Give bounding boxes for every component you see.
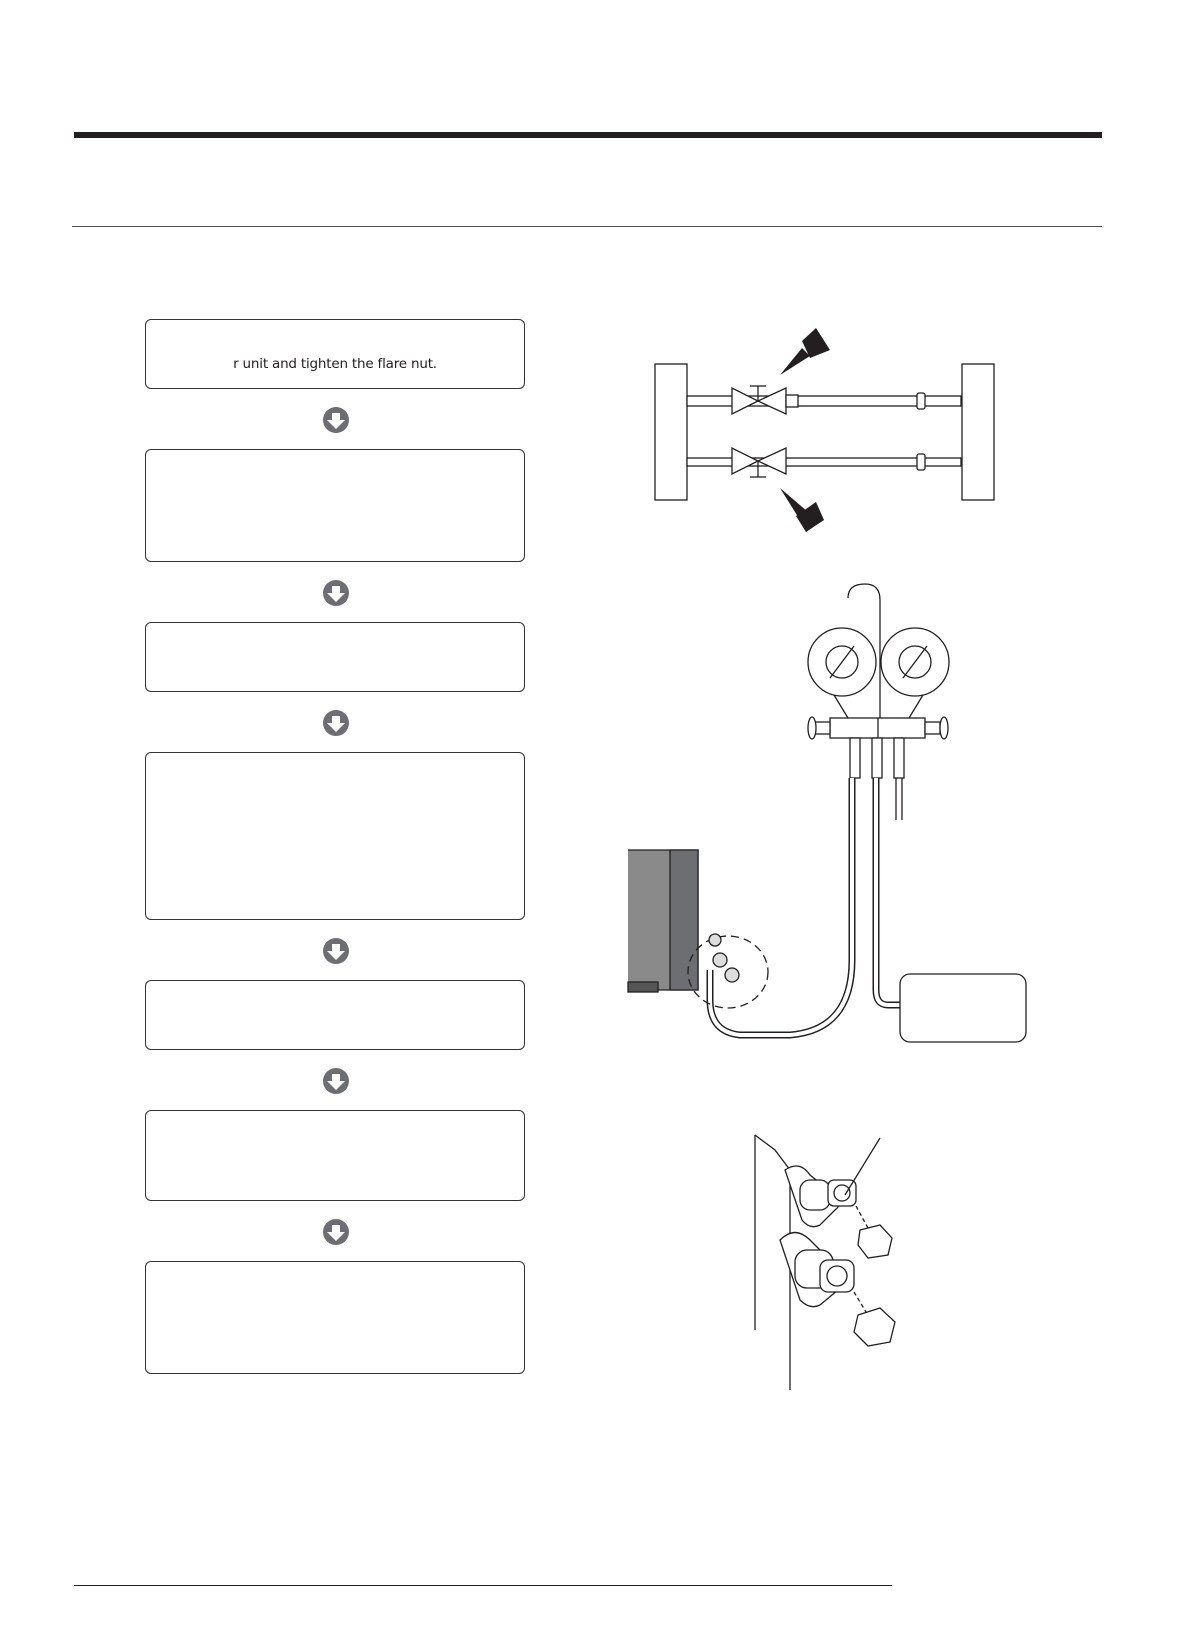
service-valve-diagram [740,1130,940,1390]
arrow-down-icon [322,1067,350,1095]
step-box-3 [145,622,525,692]
footer-rule [74,1585,892,1586]
step-box-1 [145,319,525,389]
arrow-down-icon [322,937,350,965]
step-box-2 [145,449,525,562]
step-box-5 [145,980,525,1050]
step-box-4 [145,752,525,920]
header-rule-thick [74,132,1102,138]
arrow-down-icon [322,709,350,737]
valve-diagram [640,320,1010,540]
arrow-down-icon [322,579,350,607]
arrow-down-icon [322,1218,350,1246]
header-rule-thin [72,226,1102,227]
step-text-1: r unit and tighten the flare nut. [233,356,437,372]
arrow-down-icon [322,406,350,434]
step-box-6 [145,1110,525,1201]
step-box-7 [145,1261,525,1374]
manifold-gauge-diagram [620,580,1040,1090]
